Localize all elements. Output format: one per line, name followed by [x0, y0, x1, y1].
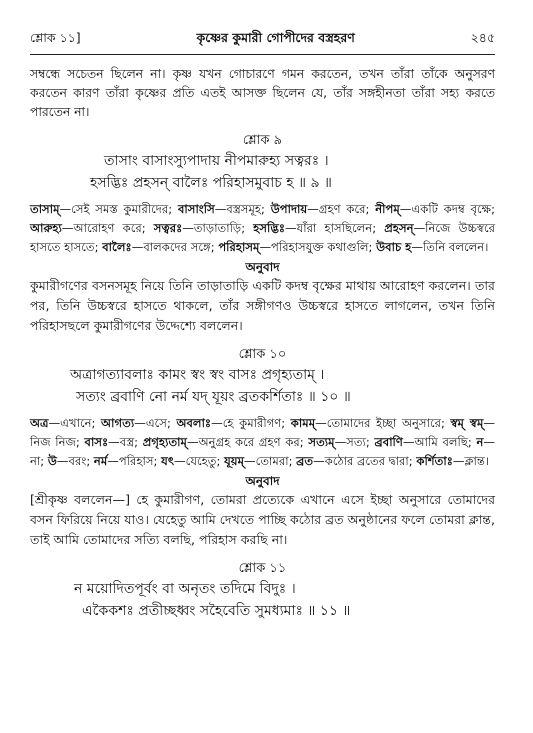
shloka-10-title: শ্লোক ১০ [238, 347, 287, 362]
synonym-word: প্রগৃহ্যতাম্ [142, 435, 187, 449]
synonym-meaning: —সত্য; [334, 435, 375, 449]
synonym-word: বাসঃ [84, 435, 109, 449]
synonym-meaning: —বালকদের সঙ্গে; [131, 240, 219, 254]
synonym-meaning: —এখানে; [48, 416, 102, 430]
header-chapter-title: কৃষ্ণের কুমারী গোপীদের বস্ত্রহরণ [196, 30, 355, 45]
synonym-word: বালৈঃ [102, 240, 132, 254]
synonym-word: যৎ [161, 454, 175, 468]
synonym-word: প্রহসন্ [384, 221, 414, 235]
synonym-meaning: —হে কুমারীগণ; [211, 416, 291, 430]
shloka-9-translation-heading: অনুবাদ [245, 260, 280, 274]
synonym-meaning: —সেই সমস্ত কুমারীদের; [59, 202, 178, 216]
shloka-10-translation: [শ্রীকৃষ্ণ বললেন—] হে কুমারীগণ, তোমরা প্রত্যেকে এখানে এসে ইচ্ছা অনুসারে তোমাদের বসন ফিরিয়ে নিয়ে যাও। যেহেতু আমি দেখতে পাচ্ছি কঠোর ব্রত অনুষ্ঠানের ফলে তোমরা ক্লান্ত, তাই আমি তোমাদের সত্যি বলছি, পরিহাস করছি না। [30, 492, 495, 547]
synonym-word: নীপম্ [375, 202, 400, 216]
synonym-meaning: —কঠোর ব্রতের দ্বারা; [313, 454, 417, 468]
synonym-word: উ [47, 454, 57, 468]
header-verse-ref: শ্লোক ১১] [30, 30, 81, 45]
shloka-11-verse-line-1: ন ময়োদিতপূর্বং বা অনৃতং তদিমে বিদুঃ । [74, 581, 296, 597]
shloka-9-translation: কুমারীগণের বসনসমূহ নিয়ে তিনি তাড়াতাড়ি একটি কদম্ব বৃক্ষের মাথায় আরোহণ করলেন। তার পর, তিনি উচ্চস্বরে হাসতে থাকলে, তাঁর সঙ্গীগণও উচ্চস্বরে হাসতে লাগলেন, তখন তিনি পরিহাসছলে কুমারীগণের উদ্দেশ্যে বললেন। [30, 278, 495, 333]
synonym-meaning: —গ্রহণ করে; [307, 202, 376, 216]
synonym-word: সত্যম্ [308, 435, 335, 449]
synonym-meaning: —আমি বলছি; [402, 435, 477, 449]
synonym-meaning: —বস্ত্রসমূহ; [214, 202, 271, 216]
shloka-9-verse-line-1: তাসাং বাসাংস্যুপাদায় নীপমারুহ্য সত্বরঃ । [104, 153, 329, 169]
synonym-word: উপাদায় [270, 202, 308, 216]
synonym-meaning: —নিজে উচ্চস্বরে হাসতে হাসতে; [30, 221, 495, 254]
synonym-meaning: —তাড়াতাড়ি; [182, 221, 254, 235]
synonym-meaning: —পরিহাস; [107, 454, 162, 468]
shloka-10-synonyms [30, 414, 495, 471]
synonym-meaning: —বস্ত্র; [108, 435, 143, 449]
synonym-word: পরিহাসম্ [218, 240, 260, 254]
synonym-word: কর্শিতাঃ [416, 454, 453, 468]
synonym-word: তাসাম্ [30, 202, 60, 216]
shloka-11-title: শ্লোক ১১ [238, 561, 287, 576]
synonym-word: নর্ম [93, 454, 108, 468]
synonym-meaning: —এসে; [134, 416, 177, 430]
synonym-word: অবলাঃ [176, 416, 212, 430]
shloka-10-translation-heading: অনুবাদ [245, 474, 280, 488]
synonym-meaning: —তোমরা; [244, 454, 297, 468]
shloka-9-synonyms [30, 200, 495, 257]
shloka-10-verse-line-2: সত্যং ব্রবাণি নো নর্ম যদ্ যূয়ং ব্রতকর্শিতাঃ ॥ ১০ ॥ [76, 389, 351, 405]
synonym-word: হসদ্ভিঃ [253, 221, 286, 235]
synonym-word: আগত্য [101, 416, 135, 430]
shloka-9-title: শ্লোক ৯ [242, 133, 283, 148]
synonym-meaning: —একটি কদম্ব বৃক্ষে; [399, 202, 495, 216]
intro-paragraph: সম্বন্ধে সচেতন ছিলেন না। কৃষ্ণ যখন গোচারণে গমন করতেন, তখন তাঁরা তাঁকে অনুসরণ করতেন কারণ তাঁরা কৃষ্ণের প্রতি এতই আসক্ত ছিলেন যে, তাঁর সঙ্গহীনতা তাঁরা সহ্য করতে পারতেন না। [30, 67, 495, 119]
synonym-meaning: —অনুগ্রহ করে গ্রহণ কর; [187, 435, 309, 449]
synonym-meaning: —বরং; [56, 454, 94, 468]
synonym-meaning: —নিজ নিজ; [30, 416, 495, 449]
synonym-word: ব্রবাণি [374, 435, 403, 449]
synonym-word: ব্রত [296, 454, 314, 468]
synonym-word: স্বম্ স্বম্ [450, 416, 484, 430]
synonym-meaning: —আরোহণ করে; [61, 221, 154, 235]
synonym-meaning: —না; [30, 435, 495, 468]
synonym-meaning: —ক্লান্ত। [452, 454, 490, 468]
header-rule [30, 54, 495, 55]
synonym-word: আরুহ্য [30, 221, 62, 235]
synonym-word: ন [476, 435, 484, 449]
shloka-11-verse-line-2: একৈকশঃ প্রতীচ্ছধ্বং সহৈবেতি সুমধ্যমাঃ ॥ ১১ ॥ [82, 603, 351, 619]
synonym-word: অত্র [30, 416, 49, 430]
synonym-word: উবাচ হ [376, 240, 412, 254]
running-header [30, 30, 495, 52]
page-number: ২৪৫ [470, 30, 495, 45]
synonym-word: কামম্ [290, 416, 316, 430]
synonym-word: যূয়ম্ [224, 454, 245, 468]
synonym-meaning: —যেহেতু; [174, 454, 225, 468]
synonym-word: সত্বরঃ [153, 221, 183, 235]
synonym-meaning: —তোমাদের ইচ্ছা অনুসারে; [315, 416, 451, 430]
synonym-meaning: —তিনি বললেন। [411, 240, 489, 254]
synonym-meaning: —পরিহাসযুক্ত কথাগুলি; [259, 240, 377, 254]
shloka-10-verse-line-1: অত্রাগত্যাবলাঃ কামং স্বং স্বং বাসঃ প্রগৃহ্যতাম্ । [70, 367, 325, 383]
synonym-word: বাসাংসি [177, 202, 215, 216]
synonym-meaning: —যাঁরা হাসছিলেন; [285, 221, 385, 235]
shloka-9-verse-line-2: হসদ্ভিঃ প্রহসন্ বালৈঃ পরিহাসমুবাচ হ ॥ ৯ ॥ [90, 175, 332, 191]
